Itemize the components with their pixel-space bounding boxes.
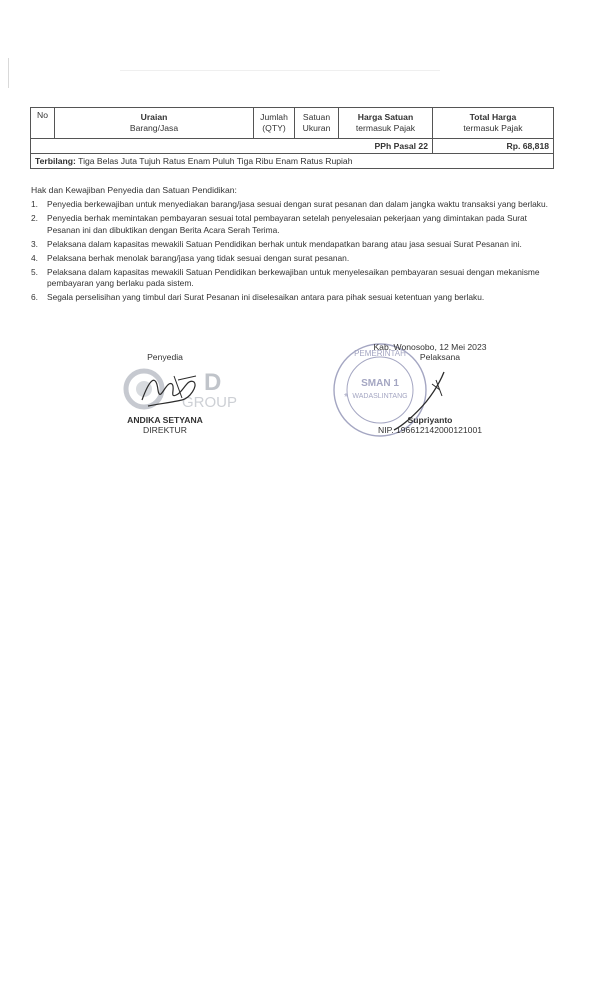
terbilang-cell <box>31 154 554 169</box>
pelaksana-nip: NIP. 196612142000121001 <box>377 425 483 435</box>
scan-artifact-left <box>8 58 9 88</box>
pph-label: PPh Pasal 22 <box>31 139 433 154</box>
penyedia-name: ANDIKA SETYANA <box>127 415 203 425</box>
header-total-line2: termasuk Pajak <box>463 123 523 133</box>
rights-item <box>31 267 557 290</box>
rights-item <box>31 292 557 304</box>
table-header-row <box>31 108 554 139</box>
rights-list <box>31 199 557 306</box>
rights-item <box>31 253 557 265</box>
header-uraian-line1: Uraian <box>140 112 168 123</box>
header-jumlah <box>254 108 295 139</box>
rights-item <box>31 239 557 251</box>
terbilang-label: Terbilang: <box>35 156 76 166</box>
header-no: No <box>31 108 55 139</box>
stamp-ring-text: PEMERINTAH <box>354 349 406 358</box>
header-jumlah-line1: Jumlah <box>260 112 288 123</box>
logo-letter: D <box>204 369 222 396</box>
header-uraian <box>55 108 254 139</box>
stamp-school-name: SMAN 1 <box>361 378 399 389</box>
header-harga-line2: termasuk Pajak <box>355 123 416 133</box>
scan-artifact-top <box>120 70 440 71</box>
header-harga-line1: Harga Satuan <box>357 112 414 123</box>
header-satuan-line1: Satuan <box>302 112 331 123</box>
rights-item-text: Pelaksana dalam kapasitas mewakili Satuan Pendidikan berhak untuk mendapatkan barang atau jasa sesuai Surat Pesanan ini. <box>47 238 522 249</box>
penyedia-title: DIREKTUR <box>143 425 187 435</box>
header-total-line1: Total Harga <box>469 112 517 123</box>
header-satuan <box>295 108 339 139</box>
stamp-school-location: WADASLINTANG <box>352 393 408 400</box>
items-table <box>30 107 554 169</box>
rights-item-number: 1. <box>31 199 38 209</box>
svg-text:*: * <box>344 392 348 403</box>
rights-item-text: Pelaksana berhak menolak barang/jasa yang tidak sesuai dengan surat pesanan. <box>47 252 350 263</box>
header-uraian-line2: Barang/Jasa <box>129 123 179 133</box>
header-satuan-line2: Ukuran <box>302 123 331 133</box>
pelaksana-name: Supriyanto <box>407 415 453 425</box>
rights-item-text: Penyedia berkewajiban untuk menyediakan barang/jasa sesuai dengan surat pesanan dan dalam jangka waktu transaksi yang berlaku. <box>47 199 548 209</box>
rights-item-number: 2. <box>31 213 38 223</box>
rights-item-text: Segala perselisihan yang timbul dari Surat Pesanan ini diselesaikan antara para pihak sesuai ketentuan yang berlaku. <box>47 292 485 302</box>
penyedia-role: Penyedia <box>147 352 183 362</box>
logo-subtext: GROUP <box>182 394 238 411</box>
pph-value: Rp. 68,818 <box>433 139 554 154</box>
pelaksana-role: Pelaksana <box>419 352 461 362</box>
terbilang-row <box>31 154 554 169</box>
rights-title: Hak dan Kewajiban Penyedia dan Satuan Pendidikan: <box>31 185 237 195</box>
rights-item <box>31 213 557 236</box>
signature-block-penyedia <box>110 352 220 435</box>
place-date: Kab. Wonosobo, 12 Mei 2023 <box>373 342 487 352</box>
pph-row <box>31 139 554 154</box>
header-jumlah-line2: (QTY) <box>262 123 286 133</box>
rights-item-number: 5. <box>31 266 38 277</box>
header-harga <box>339 108 433 139</box>
rights-item-text: Pelaksana dalam kapasitas mewakili Satuan Pendidikan berkewajiban untuk menyelesaikan pembayaran sesuai dengan mekanisme pembayaran yang berlaku pada sistem. <box>47 266 540 288</box>
rights-item-text: Penyedia berhak memintakan pembayaran sesuai total pembayaran setelah penyelesaian pekerjaan yang dimintakan pada Surat Pesanan ini dan dibuktikan dengan Berita Acara Serah Terima. <box>47 213 528 235</box>
rights-item <box>31 199 557 211</box>
terbilang-text: Tiga Belas Juta Tujuh Ratus Enam Puluh Tiga Ribu Enam Ratus Rupiah <box>78 156 353 166</box>
signature-block-pelaksana <box>350 342 510 435</box>
rights-item-number: 6. <box>31 292 38 302</box>
rights-item-number: 4. <box>31 252 38 263</box>
header-total <box>433 108 554 139</box>
rights-item-number: 3. <box>31 238 38 249</box>
